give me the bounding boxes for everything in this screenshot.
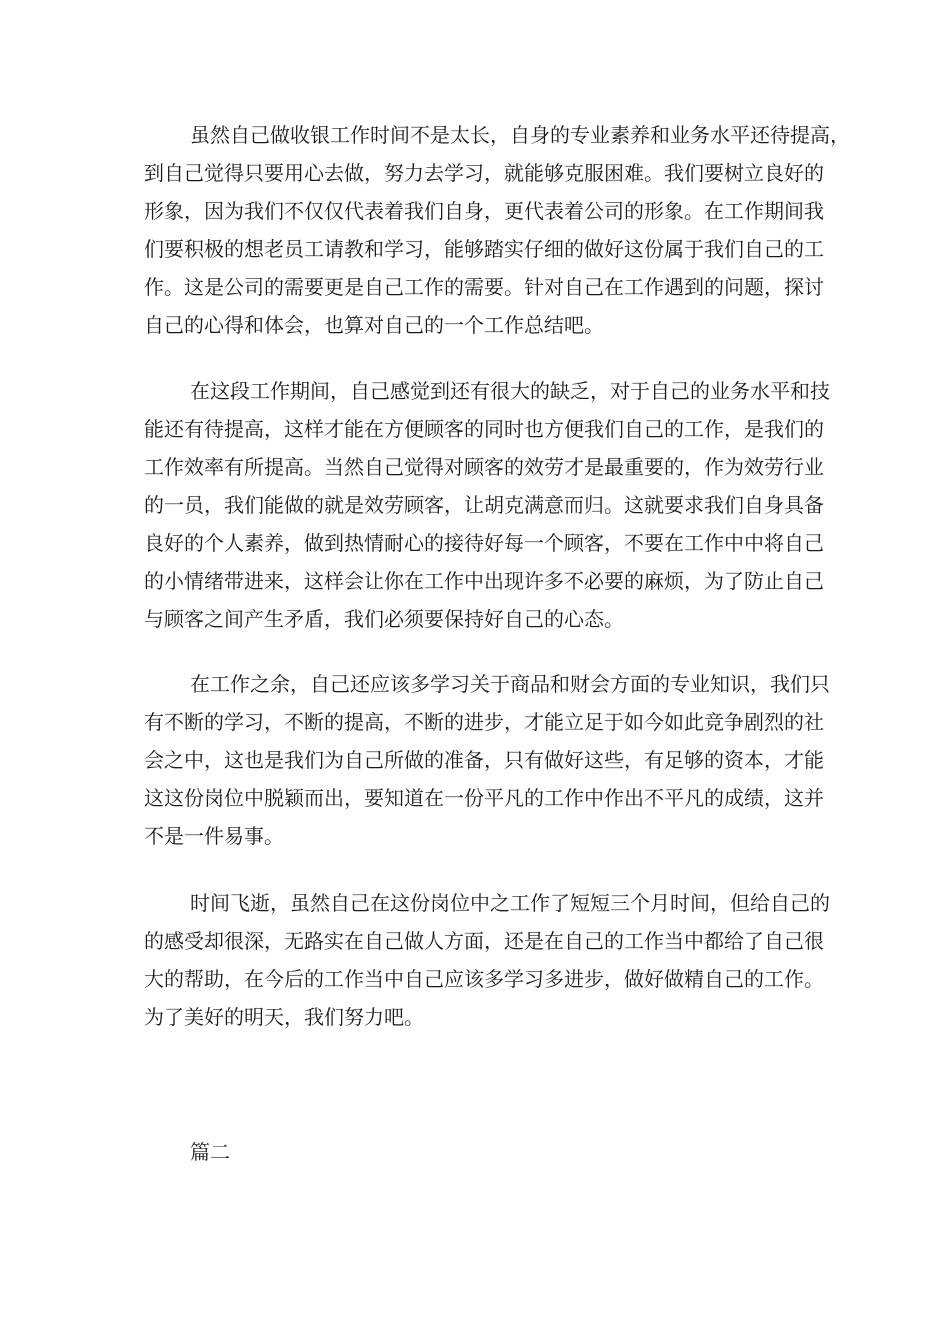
text-line: 形象，因为我们不仅仅代表着我们自身，更代表着公司的形象。在工作期间我 bbox=[144, 199, 824, 223]
text-line: 这这份岗位中脱颖而出，要知道在一份平凡的工作中作出不平凡的成绩，这并 bbox=[144, 786, 824, 810]
paragraph-2 bbox=[144, 372, 830, 638]
text-line: 的感受却很深，无路实在自己做人方面，还是在自己的工作当中都给了自己很 bbox=[144, 929, 824, 953]
text-line: 自己的心得和体会，也算对自己的一个工作总结吧。 bbox=[144, 313, 604, 337]
text-line: 们要积极的想老员工请教和学习，能够踏实仔细的做好这份属于我们自己的工 bbox=[144, 237, 824, 261]
text-line: 虽然自己做收银工作时间不是太长，自身的专业素养和业务水平还待提高， bbox=[190, 123, 850, 147]
text-line: 作。这是公司的需要更是自己工作的需要。针对自己在工作遇到的问题，探讨 bbox=[144, 275, 824, 299]
paragraph-1 bbox=[144, 116, 850, 344]
text-line: 不是一件易事。 bbox=[144, 824, 284, 848]
paragraph-3 bbox=[144, 665, 830, 855]
text-line: 良好的个人素养，做到热情耐心的接待好每一个顾客，不要在工作中中将自己 bbox=[144, 531, 824, 555]
section-heading bbox=[144, 1133, 809, 1171]
text-line: 的一员，我们能做的就是效劳顾客，让胡克满意而归。这就要求我们自身具备 bbox=[144, 493, 824, 517]
text-line: 在这段工作期间，自己感觉到还有很大的缺乏，对于自己的业务水平和技 bbox=[190, 379, 830, 403]
text-line: 能还有待提高，这样才能在方便顾客的同时也方便我们自己的工作，是我们的 bbox=[144, 417, 824, 441]
text-line: 大的帮助，在今后的工作当中自己应该多学习多进步，做好做精自己的工作。 bbox=[144, 967, 824, 991]
paragraph-4 bbox=[144, 884, 830, 1036]
section-heading-text: 篇二 bbox=[190, 1140, 230, 1164]
text-line: 为了美好的明天，我们努力吧。 bbox=[144, 1005, 424, 1029]
text-line: 的小情绪带进来，这样会让你在工作中出现许多不必要的麻烦，为了防止自己 bbox=[144, 569, 824, 593]
text-line: 到自己觉得只要用心去做，努力去学习，就能够克服困难。我们要树立良好的 bbox=[144, 161, 824, 185]
text-line: 工作效率有所提高。当然自己觉得对顾客的效劳才是最重要的，作为效劳行业 bbox=[144, 455, 824, 479]
text-line: 与顾客之间产生矛盾，我们必须要保持好自己的心态。 bbox=[144, 607, 624, 631]
text-line: 会之中，这也是我们为自己所做的准备，只有做好这些，有足够的资本，才能 bbox=[144, 748, 824, 772]
text-line: 有不断的学习，不断的提高，不断的进步，才能立足于如今如此竞争剧烈的社 bbox=[144, 710, 824, 734]
text-line: 时间飞逝，虽然自己在这份岗位中之工作了短短三个月时间，但给自己的 bbox=[190, 891, 830, 915]
text-line: 在工作之余，自己还应该多学习关于商品和财会方面的专业知识，我们只 bbox=[190, 672, 830, 696]
